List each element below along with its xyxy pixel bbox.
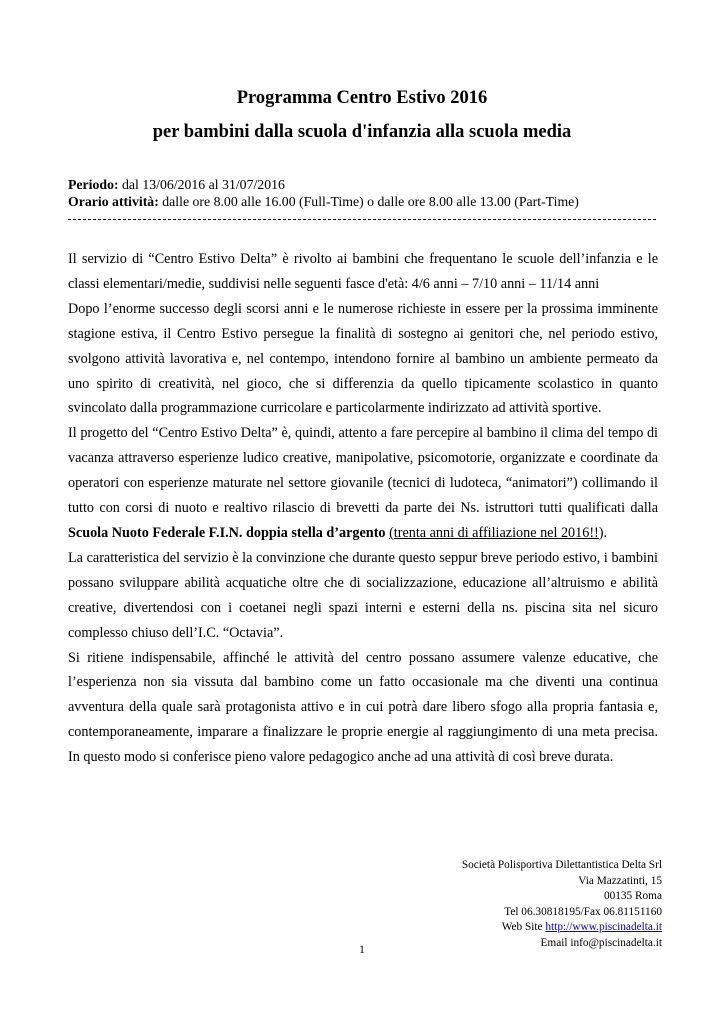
periodo-line: [68, 177, 285, 193]
paragraph-3-bold: Scuola Nuoto Federale F.I.N. doppia stella d’argento: [68, 524, 386, 541]
paragraph-3-underlined: (trenta anni di affiliazione nel 2016!!: [389, 524, 599, 541]
paragraph-1: Il servizio di “Centro Estivo Delta” è rivolto ai bambini che frequentano le scuole dell’infanzia e le classi elementari/medie, suddivisi nelle seguenti fasce d'età: 4/6 anni – 7/10 anni – 11/14 anni: [68, 251, 658, 292]
dashed-separator: [68, 219, 656, 221]
website-link[interactable]: http://www.piscinadelta.it: [545, 921, 662, 933]
footer-street: Via Mazzatinti, 15: [578, 874, 662, 887]
orario-label: Orario attività:: [68, 194, 159, 209]
paragraph-4: La caratteristica del servizio è la convinzione che durante questo seppur breve periodo estivo, i bambini possano sviluppare abilità acquatiche oltre che di socializzazione, educazione all’altruismo e abilità creative, divertendosi con i coetanei negli spazi interni e esterni della ns. piscina sita nel sicuro complesso chiuso dell’I.C. “Octavia”.: [68, 549, 658, 641]
periodo-label: Periodo:: [68, 177, 119, 192]
paragraph-5: Si ritiene indispensabile, affinché le attività del centro possano assumere valenze educative, che l’esperienza non sia vissuta dal bambino come un fatto occasionale ma che diventi una continua avventura della quale sarà protagonista attivo e in cui potrà dare libero sfogo alla propria fantasia e, contemporaneamente, imparare a finalizzare le proprie energie al raggiungimento di una meta precisa. In questo modo si conferisce pieno valore pedagogico anche ad una attività di così breve durata.: [68, 649, 658, 766]
company-footer: [462, 858, 662, 951]
document-body: [68, 247, 658, 770]
page-number: 1: [359, 944, 365, 956]
footer-web: [462, 920, 662, 936]
document-subtitle: per bambini dalla scuola d'infanzia alla scuola media: [152, 122, 572, 142]
footer-phone: Tel 06.30818195/Fax 06.81151160: [504, 905, 662, 918]
footer-company: Società Polisportiva Dilettantistica Delta Srl: [461, 859, 662, 871]
document-title: Programma Centro Estivo 2016: [236, 88, 488, 108]
footer-web-label: Web Site: [501, 921, 546, 933]
periodo-value: dal 13/06/2016 al 31/07/2016: [118, 177, 285, 192]
paragraph-3-end: ).: [598, 524, 608, 541]
footer-city: 00135 Roma: [603, 890, 662, 902]
paragraph-3-text: Il progetto del “Centro Estivo Delta” è, quindi, attento a fare percepire al bambino il clima del tempo di vacanza attraverso esperienze ludico creative, manipolative, psicomotorie, organizzate e coordinate da operatori con esperienze maturate nel settore giovanile (tecnici di ludoteca, “animatori”) collimando il tutto con corsi di nuoto e realtivo rilascio di brevetti da parte dei Ns. istruttori tutti qualificati dalla: [68, 425, 658, 517]
orario-value: dalle ore 8.00 alle 16.00 (Full-Time) o dalle ore 8.00 alle 13.00 (Part-Time): [158, 194, 579, 209]
paragraph-3: [68, 421, 658, 546]
paragraph-2: Dopo l’enorme successo degli scorsi anni e le numerose richieste in essere per la prossima imminente stagione estiva, il Centro Estivo persegue la finalità di sostegno ai genitori che, nel periodo estivo, svolgono attività lavorativa e, nel contempo, intendono fornire al bambino un ambiente permeato da uno spirito di creatività, nel gioco, che si differenzia da quello tipicamente scolastico in quanto svincolato dalla programmazione curricolare e particolarmente indirizzato ad attività sportive.: [68, 300, 658, 417]
footer-email: Email info@piscinadelta.it: [540, 936, 662, 949]
orario-line: [68, 194, 579, 210]
